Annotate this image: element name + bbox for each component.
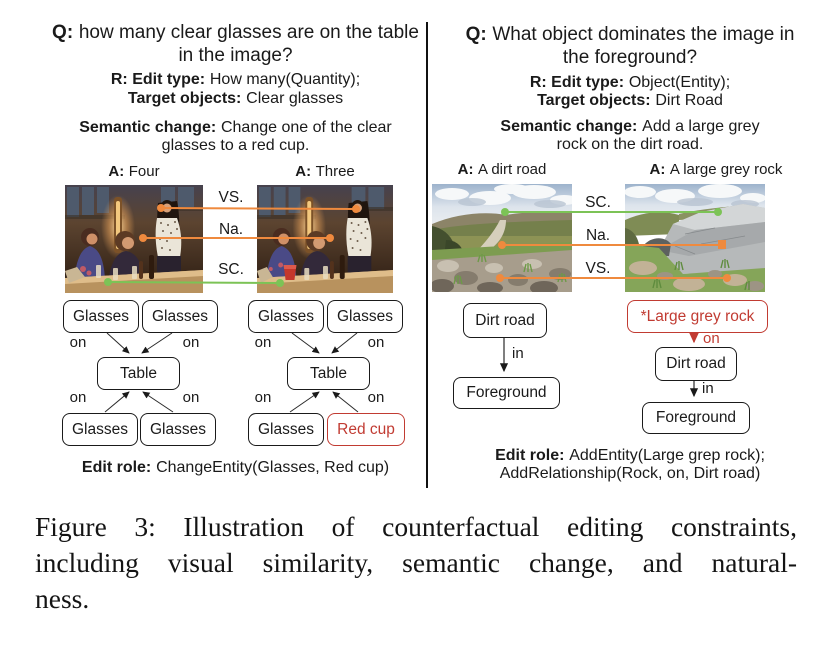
edge-in-2: in <box>702 380 714 397</box>
right-semantic-change-line2: rock on the dirt road. <box>556 136 704 153</box>
edge-on-3: on <box>69 389 87 406</box>
left-question-line1: Q: how many clear glasses are on the table <box>52 22 419 43</box>
edge-on-red: on <box>703 330 720 347</box>
graph-node-glasses-4: Glasses <box>140 413 216 446</box>
graph-node-large-grey-rock: *Large grey rock <box>627 300 768 333</box>
graph-node-foreground-2: Foreground <box>642 402 750 434</box>
graph-node-dirt-road-2: Dirt road <box>655 347 737 381</box>
left-answer-edited: A: Three <box>295 163 355 180</box>
caption-line3: ness. <box>35 583 90 614</box>
left-vs-label: VS. <box>218 189 244 206</box>
right-na-label: Na. <box>585 227 611 244</box>
graph-node-glasses-7: Glasses <box>248 413 324 446</box>
edge-on-8: on <box>367 389 385 406</box>
edge-in-1: in <box>512 345 524 362</box>
graph-node-table-2: Table <box>287 357 370 390</box>
bar-scene-photo-edited <box>257 185 393 293</box>
right-semantic-change-line1: Semantic change: Add a large grey <box>500 118 760 135</box>
right-question-line1: Q: What object dominates the image in <box>465 24 795 45</box>
dirt-road-photo-original <box>432 184 572 292</box>
edge-on-1: on <box>69 334 87 351</box>
right-vs-label: VS. <box>585 260 611 277</box>
right-answer-edited: A: A large grey rock <box>649 161 783 178</box>
right-edit-role-line1: Edit role: AddEntity(Large grep rock); <box>495 447 765 464</box>
edge-on-7: on <box>254 389 272 406</box>
edge-on-2: on <box>182 334 200 351</box>
graph-node-glasses-6: Glasses <box>327 300 403 333</box>
q-prefix-2: Q: <box>465 24 487 45</box>
graph-node-foreground-1: Foreground <box>453 377 560 409</box>
edge-on-5: on <box>254 334 272 351</box>
graph-node-glasses-3: Glasses <box>62 413 138 446</box>
right-edit-role-line2: AddRelationship(Rock, on, Dirt road) <box>499 465 761 482</box>
left-semantic-change-line1: Semantic change: Change one of the clear <box>79 119 392 136</box>
edge-on-6: on <box>367 334 385 351</box>
figure-caption <box>35 509 797 617</box>
graph-node-dirt-road-1: Dirt road <box>463 303 547 338</box>
left-edit-role: Edit role: ChangeEntity(Glasses, Red cup) <box>81 459 390 476</box>
right-question <box>440 23 820 69</box>
grey-rock-photo-edited <box>625 184 765 292</box>
graph-node-glasses-5: Glasses <box>248 300 324 333</box>
graph-node-glasses-2: Glasses <box>142 300 218 333</box>
left-edit-type: R: Edit type: How many(Quantity); <box>110 71 361 88</box>
graph-node-glasses-1: Glasses <box>63 300 139 333</box>
left-answer-original: A: Four <box>108 163 160 180</box>
q-prefix: Q: <box>52 22 74 43</box>
left-na-label: Na. <box>218 221 244 238</box>
left-question <box>17 21 454 67</box>
edge-on-4: on <box>182 389 200 406</box>
caption-line2: including visual similarity, semantic change, and natural- <box>35 547 797 578</box>
left-semantic-change-line2: glasses to a red cup. <box>161 137 310 154</box>
right-edit-type: R: Edit type: Object(Entity); <box>529 74 731 91</box>
graph-node-table-1: Table <box>97 357 180 390</box>
caption-line1: Figure 3: Illustration of counterfactual editing constraints, <box>35 511 797 542</box>
left-sc-label: SC. <box>218 261 244 278</box>
graph-node-red-cup: Red cup <box>327 413 405 446</box>
right-edit-role <box>440 447 820 483</box>
left-target-objects: Target objects: Clear glasses <box>127 90 344 107</box>
bar-scene-photo-original <box>65 185 203 293</box>
right-answer-original: A: A dirt road <box>457 161 547 178</box>
right-sc-label: SC. <box>585 194 611 211</box>
left-question-line2: in the image? <box>178 45 293 66</box>
right-target-objects: Target objects: Dirt Road <box>537 92 723 109</box>
right-question-line2: the foreground? <box>562 47 698 68</box>
